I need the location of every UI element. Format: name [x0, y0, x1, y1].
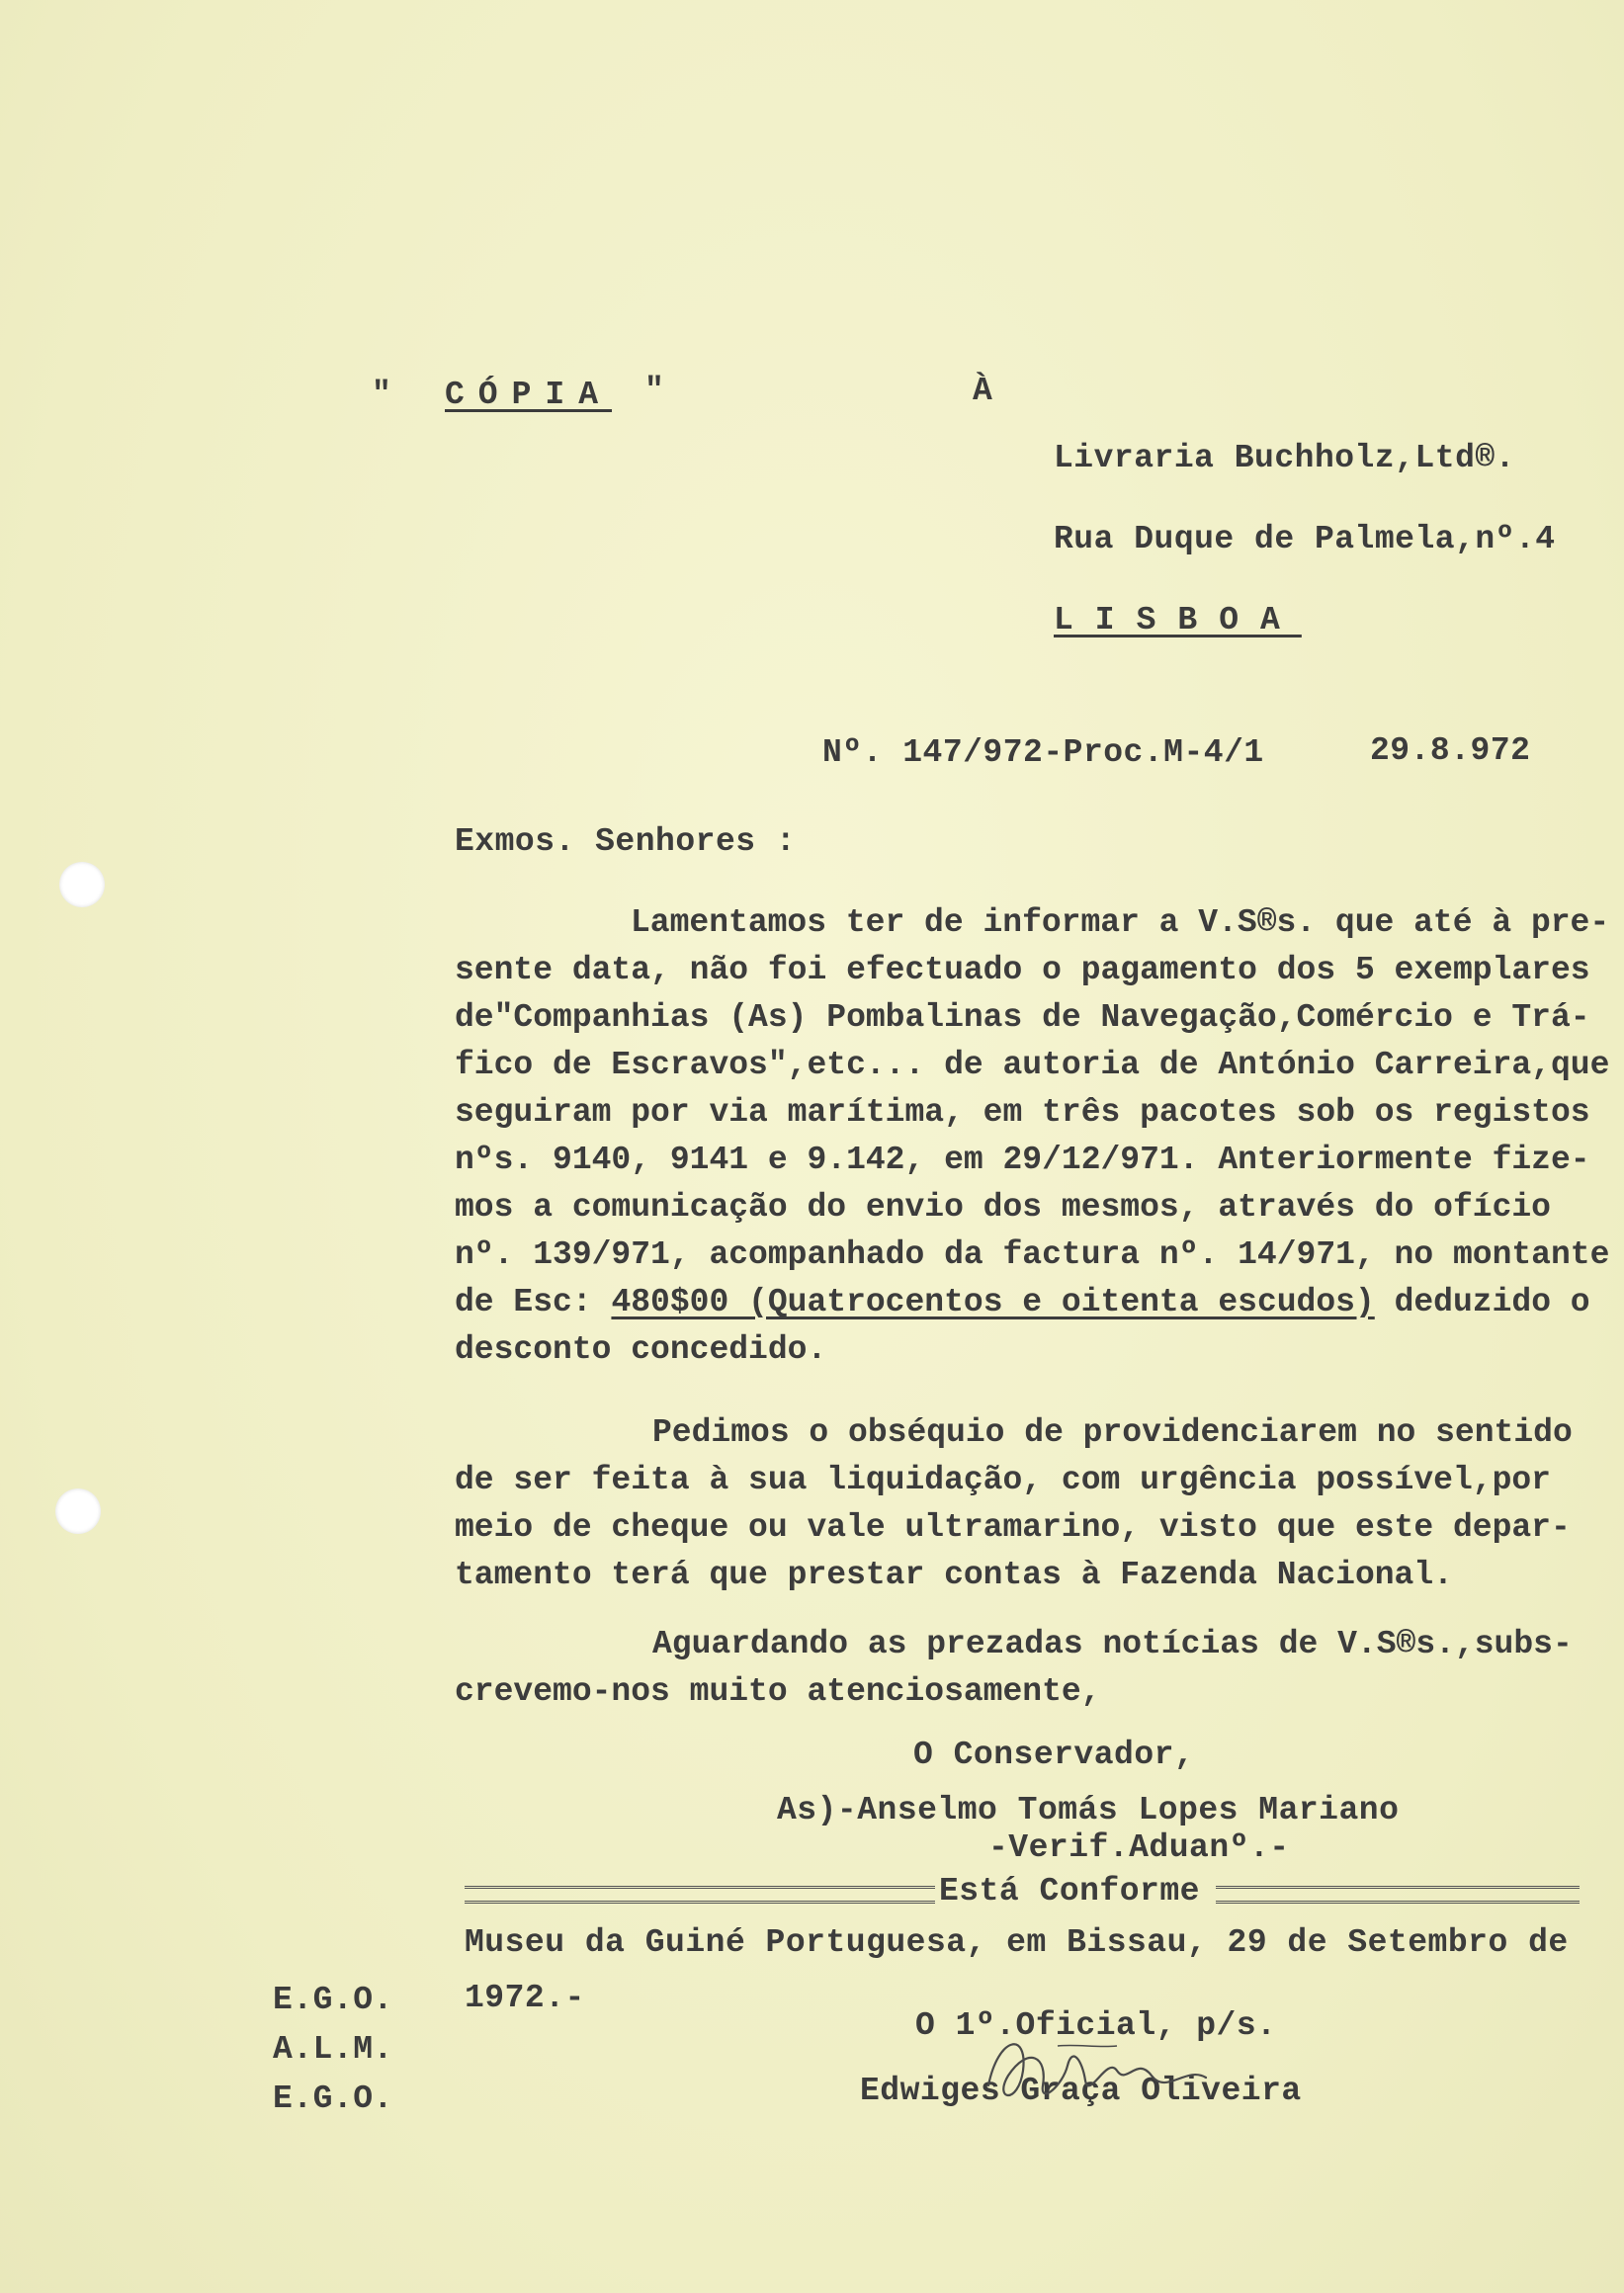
p1-line: nºs. 9140, 9141 e 9.142, em 29/12/971. Anteriormente fize- — [455, 1142, 1590, 1178]
p1-line: Lamentamos ter de informar a V.S®s. que até à pre- — [631, 904, 1610, 941]
closing-signed: As)-Anselmo Tomás Lopes Mariano — [777, 1792, 1400, 1828]
p2-line: de ser feita à sua liquidação, com urgência possível,por — [455, 1462, 1551, 1498]
to-label: À — [973, 373, 993, 409]
official-name: Edwiges Graça Oliveira — [860, 2073, 1302, 2109]
conformity-rule-left — [465, 1886, 935, 1904]
initials-line: E.G.O. — [273, 1982, 393, 2018]
recipient-street: Rua Duque de Palmela,nº.4 — [1054, 521, 1556, 557]
paragraph-1-text — [455, 899, 1611, 1374]
place-date-line2: 1972.- — [465, 1980, 585, 2016]
recipient-city: LISBOA — [1054, 602, 1302, 638]
p1-amount: 480$00 (Quatrocentos e oitenta escudos) — [611, 1284, 1375, 1320]
place-date-line1: Museu da Guiné Portuguesa, em Bissau, 29 de Setembro de — [465, 1924, 1569, 1961]
p1-line: de"Companhias (As) Pombalinas de Navegação,Comércio e Trá- — [455, 999, 1590, 1036]
reference-date: 29.8.972 — [1370, 732, 1531, 769]
p1-line: seguiram por via marítima, em três pacotes sob os registos — [455, 1094, 1590, 1131]
punch-hole-top — [59, 862, 105, 907]
p1-line: fico de Escravos",etc... de autoria de António Carreira,que — [455, 1047, 1610, 1083]
p1-amount-suffix: deduzido o — [1374, 1284, 1590, 1320]
copy-quote-close: " — [644, 373, 665, 409]
p1-last-line: desconto concedido. — [455, 1331, 827, 1368]
copy-quote-open: " — [372, 377, 392, 413]
p1-line: nº. 139/971, acompanhado da factura nº. 14/971, no montante — [455, 1236, 1610, 1273]
official-title: O 1º.Oficial, p/s. — [915, 2007, 1277, 2044]
copy-label: CÓPIA — [445, 377, 613, 413]
p2-line: meio de cheque ou vale ultramarino, visto que este depar- — [455, 1509, 1571, 1546]
conformity-label: Está Conforme — [939, 1873, 1200, 1910]
p3-line: crevemo-nos muito atenciosamente, — [455, 1673, 1101, 1710]
paragraph-2-text — [455, 1409, 1611, 1599]
salutation: Exmos. Senhores : — [455, 823, 797, 860]
p1-line: mos a comunicação do envio dos mesmos, através do ofício — [455, 1189, 1551, 1226]
initials-line: E.G.O. — [273, 2081, 393, 2117]
punch-hole-bottom — [55, 1488, 101, 1534]
p1-line: sente data, não foi efectuado o pagamento dos 5 exemplares — [455, 952, 1590, 988]
closing-title: O Conservador, — [913, 1737, 1195, 1773]
p1-amount-prefix: de Esc: — [455, 1284, 612, 1320]
handwritten-signature — [969, 2016, 1226, 2125]
conformity-rule-right — [1216, 1886, 1580, 1904]
p2-line: tamento terá que prestar contas à Fazenda Nacional. — [455, 1557, 1453, 1593]
p2-line: Pedimos o obséquio de providenciarem no sentido — [652, 1414, 1573, 1451]
p3-line: Aguardando as prezadas notícias de V.S®s.,subs- — [652, 1626, 1573, 1662]
recipient-name: Livraria Buchholz,Ltd®. — [1054, 440, 1515, 476]
reference-number: Nº. 147/972-Proc.M-4/1 — [822, 734, 1264, 771]
closing-role: -Verif.Aduanº.- — [988, 1829, 1290, 1866]
paragraph-3-text — [455, 1621, 1611, 1716]
initials-line: A.L.M. — [273, 2031, 393, 2068]
